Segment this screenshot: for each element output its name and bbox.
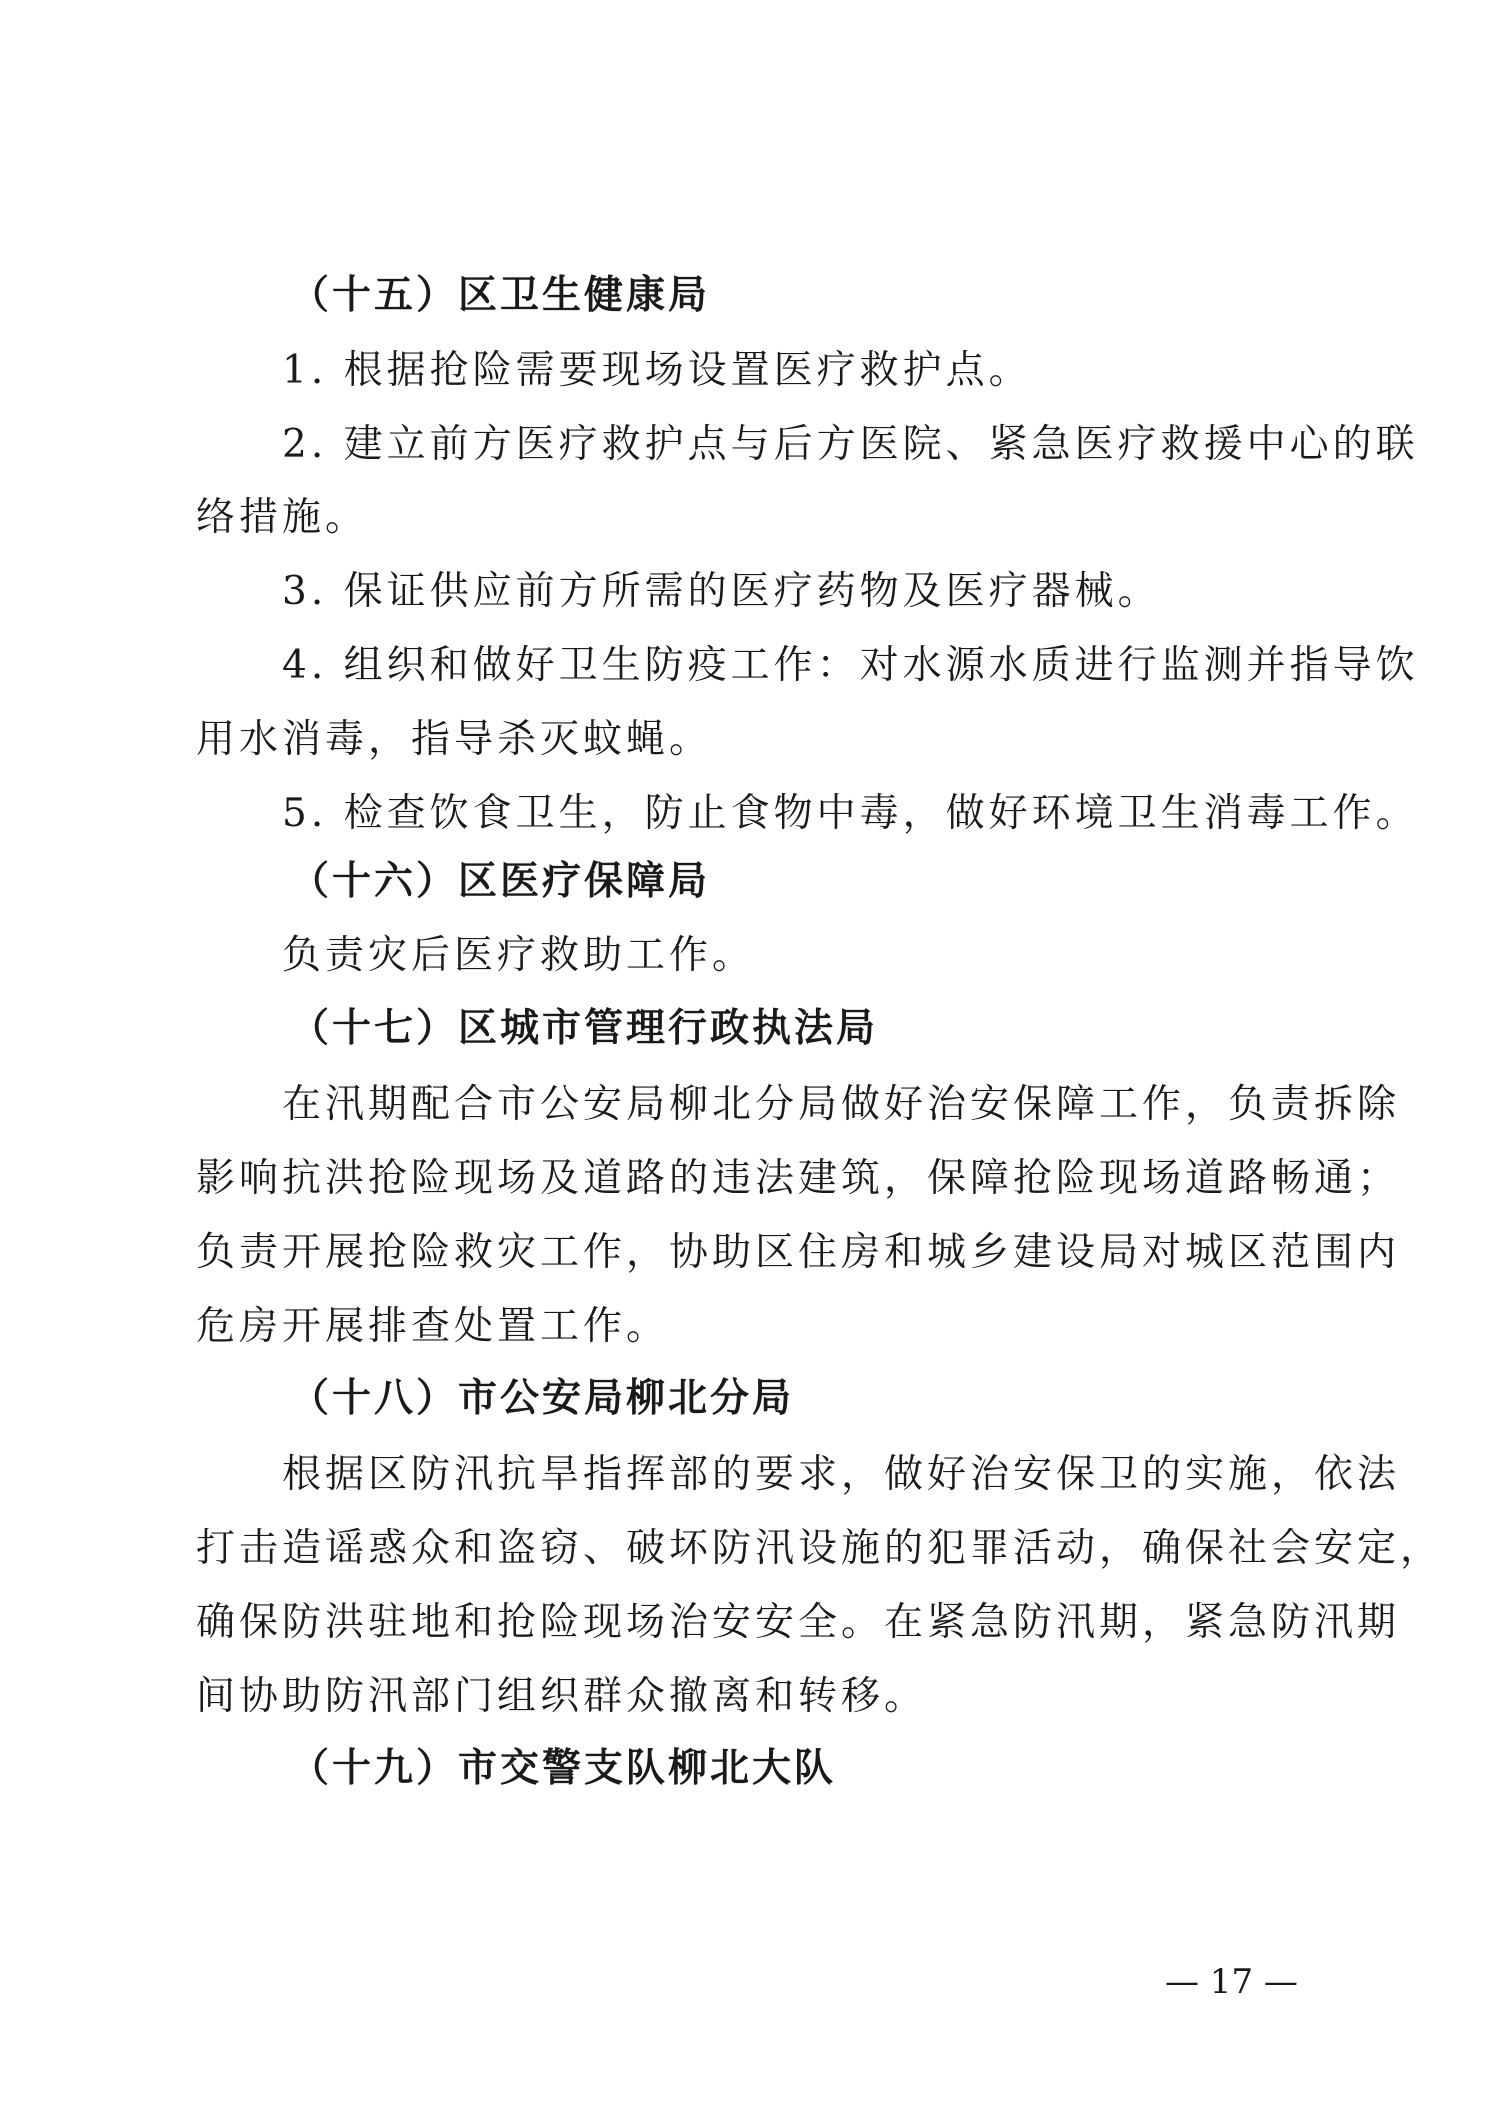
section-heading: （十九）市交警支队柳北大队 [290,1746,837,1791]
section-heading: （十六）区医疗保障局 [290,859,711,904]
paragraph-line: 负责灾后医疗救助工作。 [282,933,756,978]
paragraph-line: 3. 保证供应前方所需的医疗药物及医疗器械。 [282,569,1161,614]
paragraph-line: 间协助防汛部门组织群众撤离和转移。 [196,1674,928,1719]
section-heading: （十八）市公安局柳北分局 [290,1376,795,1421]
paragraph-line: 负责开展抢险救灾工作，协助区住房和城乡建设局对城区范围内 [196,1230,1401,1275]
section-heading: （十七）区城市管理行政执法局 [290,1006,879,1051]
paragraph-line: 5. 检查饮食卫生，防止食物中毒，做好环境卫生消毒工作。 [282,791,1419,836]
paragraph-line: 在汛期配合市公安局柳北分局做好治安保障工作，负责拆除 [282,1082,1401,1127]
paragraph-line: 4. 组织和做好卫生防疫工作：对水源水质进行监测并指导饮 [282,643,1419,688]
paragraph-line: 根据区防汛抗旱指挥部的要求，做好治安保卫的实施，依法 [282,1452,1401,1497]
paragraph-line: 危房开展排查处置工作。 [196,1304,670,1349]
paragraph-line: 2. 建立前方医疗救护点与后方医院、紧急医疗救援中心的联 [282,422,1419,467]
paragraph-line: 络措施。 [196,495,369,540]
page-number: — 17 — [1165,1962,1298,2002]
paragraph-line: 影响抗洪抢险现场及道路的违法建筑，保障抢险现场道路畅通； [196,1156,1401,1201]
paragraph-line: 用水消毒，指导杀灭蚊蝇。 [196,717,713,762]
paragraph-line: 打击造谣惑众和盗窃、破坏防汛设施的犯罪活动，确保社会安定， [196,1526,1444,1571]
paragraph-line: 1. 根据抢险需要现场设置医疗救护点。 [282,348,1032,393]
section-heading: （十五）区卫生健康局 [290,273,711,318]
paragraph-line: 确保防洪驻地和抢险现场治安安全。在紧急防汛期，紧急防汛期 [196,1600,1401,1645]
